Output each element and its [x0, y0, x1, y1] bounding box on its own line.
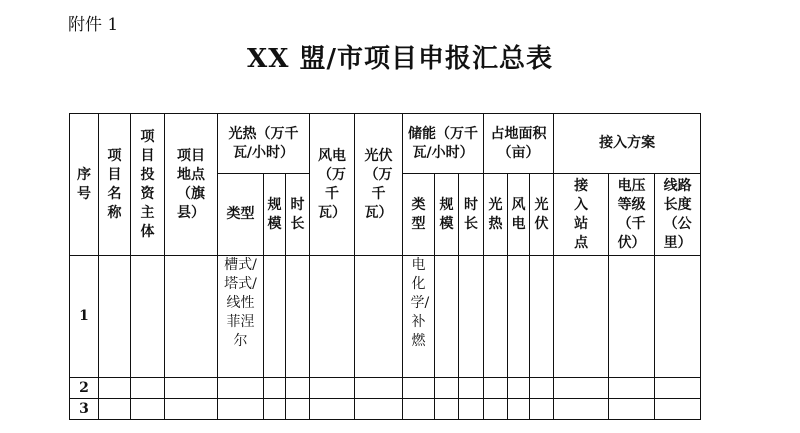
empty-cell: [99, 378, 131, 399]
empty-cell: [264, 399, 286, 420]
empty-cell: [609, 378, 655, 399]
cell-storage-scale: [435, 256, 459, 378]
cell-land-thermal: [484, 256, 508, 378]
empty-cell: [310, 399, 355, 420]
empty-cell: [355, 399, 403, 420]
empty-cell: [459, 378, 484, 399]
empty-cell: [310, 378, 355, 399]
header-land-pv: 光伏: [530, 174, 554, 256]
empty-cell: [403, 378, 435, 399]
table-row: [70, 256, 701, 378]
row-seq: 1: [70, 256, 99, 378]
header-storage-scale: 规模: [435, 174, 459, 256]
empty-cell: [165, 378, 218, 399]
row-seq: 2: [70, 378, 99, 399]
header-solar-thermal-duration: 时长: [286, 174, 310, 256]
cell-investor: [131, 256, 165, 378]
empty-cell: [435, 399, 459, 420]
table-row: [70, 378, 701, 399]
header-storage: 储能（万千瓦/小时）: [403, 114, 484, 174]
header-project-name: 项目名称: [99, 114, 131, 256]
empty-cell: [403, 399, 435, 420]
table-row: [70, 399, 701, 420]
empty-cell: [99, 399, 131, 420]
header-row-1: [70, 114, 701, 174]
empty-cell: [264, 378, 286, 399]
header-solar-thermal-type: 类型: [218, 174, 264, 256]
empty-cell: [218, 399, 264, 420]
header-storage-type: 类型: [403, 174, 435, 256]
header-solar-thermal: 光热（万千瓦/小时）: [218, 114, 310, 174]
header-location: 项目地点（旗县）: [165, 114, 218, 256]
header-solar-thermal-scale: 规模: [264, 174, 286, 256]
cell-storage-duration: [459, 256, 484, 378]
empty-cell: [355, 378, 403, 399]
header-storage-duration: 时长: [459, 174, 484, 256]
empty-cell: [484, 378, 508, 399]
empty-cell: [459, 399, 484, 420]
cell-land-pv: [530, 256, 554, 378]
empty-cell: [508, 378, 530, 399]
cell-project-name: [99, 256, 131, 378]
header-pv: 光伏（万千瓦）: [355, 114, 403, 256]
cell-solar-thermal-duration: [286, 256, 310, 378]
empty-cell: [508, 399, 530, 420]
header-wind: 风电（万千瓦）: [310, 114, 355, 256]
empty-cell: [655, 378, 701, 399]
cell-land-wind: [508, 256, 530, 378]
page-title: XX 盟/市项目申报汇总表: [247, 44, 553, 74]
empty-cell: [435, 378, 459, 399]
row-seq: 3: [70, 399, 99, 420]
empty-cell: [530, 399, 554, 420]
empty-cell: [218, 378, 264, 399]
empty-cell: [554, 378, 609, 399]
header-access-station: 接入站点: [554, 174, 609, 256]
header-investor: 项目投资主体: [131, 114, 165, 256]
empty-cell: [655, 399, 701, 420]
empty-cell: [286, 399, 310, 420]
cell-access-voltage: [609, 256, 655, 378]
cell-storage-type: 电化学/补燃: [403, 256, 435, 378]
cell-access-length: [655, 256, 701, 378]
empty-cell: [554, 399, 609, 420]
annex-label: 附件 1: [68, 15, 119, 35]
empty-cell: [165, 399, 218, 420]
header-land-wind: 风电: [508, 174, 530, 256]
summary-table: [69, 113, 701, 420]
cell-solar-thermal-scale: [264, 256, 286, 378]
header-access-voltage: 电压等级（千伏）: [609, 174, 655, 256]
header-access: 接入方案: [554, 114, 701, 174]
empty-cell: [609, 399, 655, 420]
header-seq: 序号: [70, 114, 99, 256]
empty-cell: [286, 378, 310, 399]
empty-cell: [530, 378, 554, 399]
empty-cell: [484, 399, 508, 420]
cell-pv: [355, 256, 403, 378]
header-access-length: 线路长度（公里）: [655, 174, 701, 256]
empty-cell: [131, 399, 165, 420]
empty-cell: [131, 378, 165, 399]
cell-wind: [310, 256, 355, 378]
header-land-thermal: 光热: [484, 174, 508, 256]
cell-location: [165, 256, 218, 378]
header-land: 占地面积（亩）: [484, 114, 554, 174]
cell-access-station: [554, 256, 609, 378]
cell-solar-thermal-type: 槽式/塔式/线性菲涅尔: [218, 256, 264, 378]
